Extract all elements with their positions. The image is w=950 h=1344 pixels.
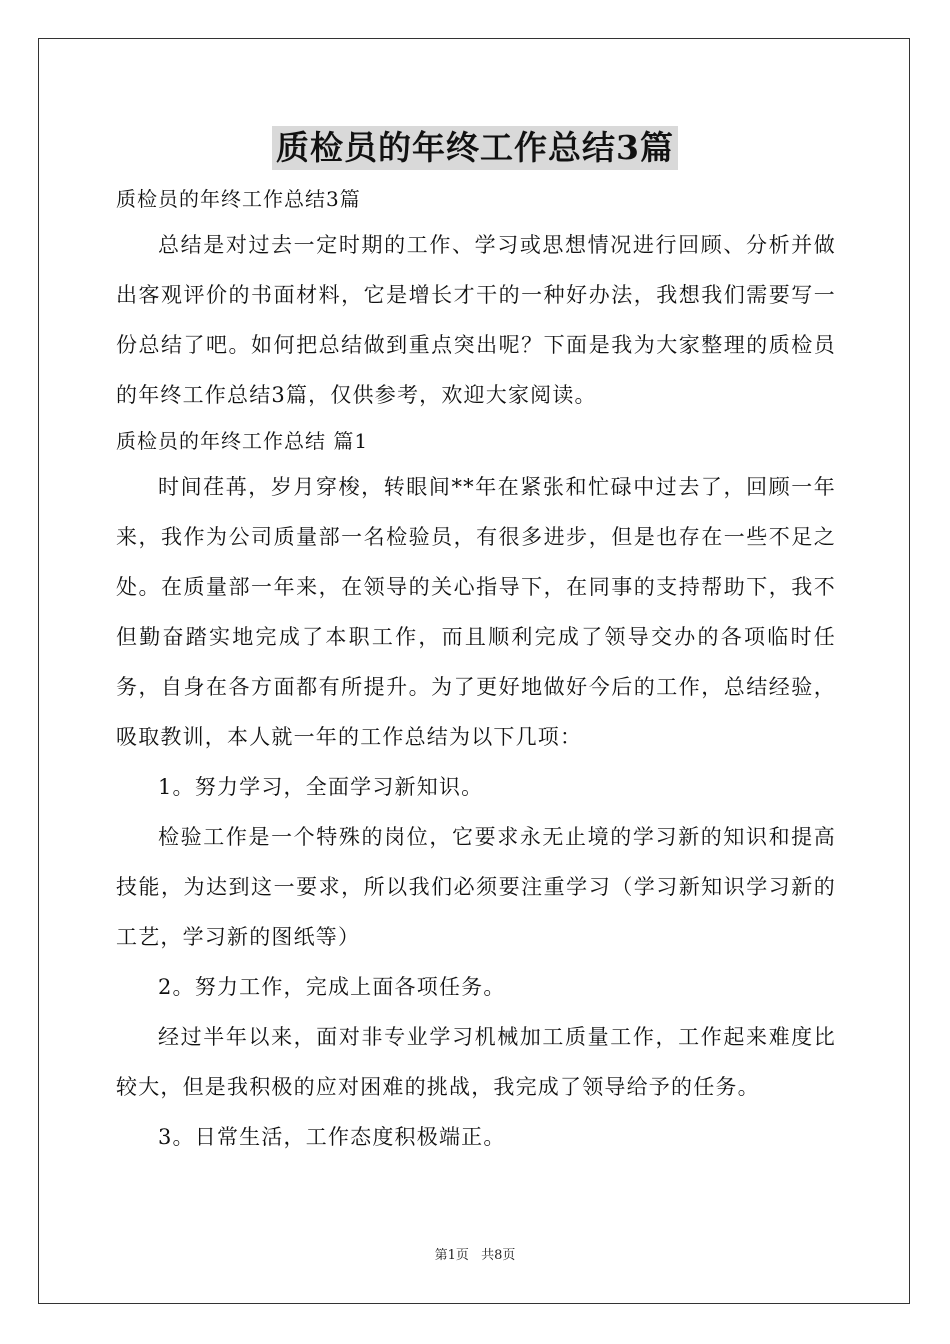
section-heading: 质检员的年终工作总结 篇1 <box>116 429 369 453</box>
total-pages: 共8页 <box>481 1248 516 1263</box>
section-paragraph: 时间荏苒，岁月穿梭，转眼间**年在紧张和忙碌中过去了，回顾一年来，我作为公司质量部一名检验员，有很多进步，但是也存在一些不足之处。在质量部一年来，在领导的关心指导下，在同事的支持帮助下，我不但勤奋踏实地完成了本职工作，而且顺利完成了领导交办的各项临时任务，自身在各方面都有所提升。为了更好地做好今后的工作，总结经验，吸取教训，本人就一年的工作总结为以下几项： <box>116 475 836 749</box>
list-item-body: 经过半年以来，面对非专业学习机械加工质量工作，工作起来难度比较大，但是我积极的应对困难的挑战，我完成了领导给予的任务。 <box>116 1025 836 1099</box>
list-item-heading: 1。努力学习，全面学习新知识。 <box>158 775 484 799</box>
page-footer <box>0 1244 950 1263</box>
document-body <box>116 178 836 1162</box>
list-item-heading: 2。努力工作，完成上面各项任务。 <box>158 975 506 999</box>
document-title: 质检员的年终工作总结3篇 <box>272 126 678 170</box>
document-subtitle: 质检员的年终工作总结3篇 <box>116 187 361 211</box>
list-item-heading: 3。日常生活，工作态度积极端正。 <box>158 1125 506 1149</box>
list-item-body: 检验工作是一个特殊的岗位，它要求永无止境的学习新的知识和提高技能，为达到这一要求，所以我们必须要注重学习（学习新知识学习新的工艺，学习新的图纸等） <box>116 825 836 949</box>
page-number: 第1页 <box>434 1248 469 1263</box>
title-container <box>0 126 950 170</box>
intro-paragraph: 总结是对过去一定时期的工作、学习或思想情况进行回顾、分析并做出客观评价的书面材料，它是增长才干的一种好办法，我想我们需要写一份总结了吧。如何把总结做到重点突出呢？下面是我为大家整理的质检员的年终工作总结3篇，仅供参考，欢迎大家阅读。 <box>116 233 836 407</box>
